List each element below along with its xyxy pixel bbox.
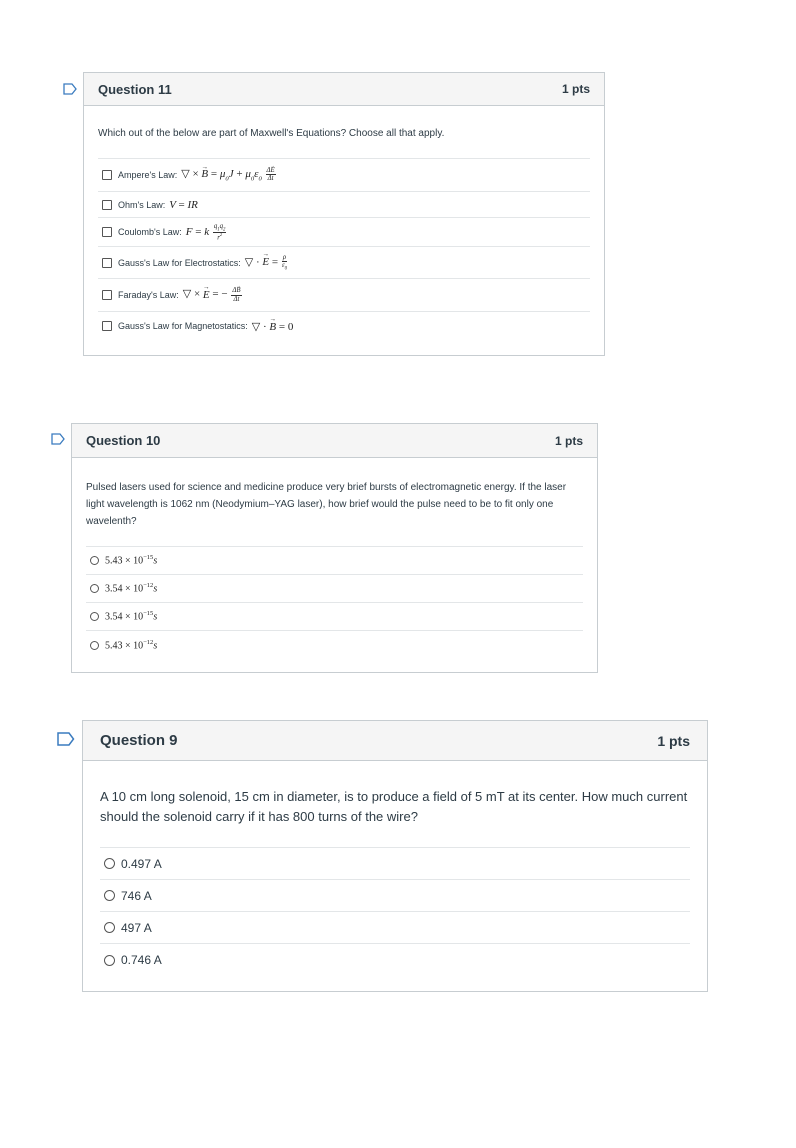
- answer-label: Coulomb's Law:: [118, 227, 182, 237]
- answer-option[interactable]: [100, 880, 690, 912]
- question-points: 1 pts: [554, 433, 583, 448]
- answer-option[interactable]: [98, 192, 590, 218]
- answer-value: $3.54 \times 10^{-15}s$: [105, 610, 158, 623]
- question-prompt: A 10 cm long solenoid, 15 cm in diameter, is to produce a field of 5 mT at its center. How much current should the solenoid carry if it has 800 turns of the wire?: [100, 789, 688, 824]
- answer-checkbox[interactable]: [102, 290, 112, 300]
- answer-radio[interactable]: [90, 584, 99, 593]
- answer-label: Ohm's Law:: [118, 199, 166, 210]
- answer-equation: V = IR: [169, 198, 198, 211]
- question-prompt: Which out of the below are part of Maxwell's Equations? Choose all that apply.: [98, 128, 445, 139]
- answer-option[interactable]: [98, 279, 590, 312]
- answer-equation: ▽ · → E = $\frac{\rho}{\varepsilon_0}$: [245, 254, 288, 272]
- answer-label: 497 A: [121, 920, 152, 935]
- answer-equation: ▽ × → E = − $\frac{\Delta\to B}{\Delta t}$: [183, 287, 243, 302]
- question-card-11: [83, 72, 605, 356]
- question-title: Question 11: [98, 81, 172, 97]
- answer-label: Ampere's Law:: [118, 170, 178, 180]
- answer-checkbox[interactable]: [102, 258, 112, 268]
- question-title: Question 9: [100, 732, 178, 749]
- answer-option[interactable]: [86, 631, 583, 659]
- answer-radio[interactable]: [90, 641, 99, 650]
- answer-option[interactable]: [100, 848, 690, 880]
- answer-list: [100, 847, 690, 976]
- answer-option[interactable]: [86, 603, 583, 631]
- answer-option[interactable]: [98, 159, 590, 192]
- answer-label: Gauss's Law for Magnetostatics:: [118, 321, 248, 331]
- question-card-9: [82, 720, 708, 992]
- question-header: [83, 721, 707, 761]
- answer-radio[interactable]: [90, 556, 99, 565]
- answer-label: 0.746 A: [121, 953, 162, 967]
- answer-radio[interactable]: [104, 890, 115, 901]
- answer-radio[interactable]: [104, 858, 115, 869]
- answer-label: 0.497 A: [121, 856, 162, 871]
- answer-radio[interactable]: [90, 612, 99, 621]
- answer-equation: F = k $\frac{q_1q_2}{r^2}$: [185, 222, 226, 242]
- answer-equation: ▽ × → $B = \mu_0J + \mu_0\varepsilon_0$ $\frac{\Delta\to E}{\Delta t}$: [181, 167, 276, 182]
- question-points: 1 pts: [561, 82, 590, 96]
- answer-radio[interactable]: [104, 955, 115, 966]
- answer-value: $5.43 \times 10^{-12}s$: [105, 638, 158, 652]
- question-points: 1 pts: [657, 732, 690, 749]
- bookmark-flag-icon[interactable]: [63, 83, 77, 95]
- answer-option[interactable]: [98, 312, 590, 340]
- answer-radio[interactable]: [104, 922, 115, 933]
- answer-checkbox[interactable]: [102, 170, 112, 180]
- answer-option[interactable]: [100, 912, 690, 944]
- answer-value: $3.54 \times 10^{-12}s$: [105, 582, 158, 595]
- answer-checkbox[interactable]: [102, 227, 112, 237]
- question-header: [72, 424, 597, 458]
- answer-list: [86, 546, 583, 659]
- question-prompt: Pulsed lasers used for science and medicine produce very brief bursts of electromagnetic energy. If the laser light wavelength is 1062 nm (Neodymium–YAG laser), how brief would the pulse need to be to fit only one wavelenth?: [86, 482, 567, 527]
- question-title: Question 10: [86, 433, 161, 448]
- answer-list: [98, 158, 590, 340]
- question-card-10: [71, 423, 598, 673]
- bookmark-flag-icon[interactable]: [51, 433, 65, 445]
- answer-label: 746 A: [121, 888, 152, 903]
- bookmark-flag-icon[interactable]: [57, 732, 75, 746]
- answer-checkbox[interactable]: [102, 321, 112, 331]
- answer-option[interactable]: [100, 944, 690, 976]
- question-header: [84, 73, 604, 106]
- answer-value: $5.43 \times 10^{-15}s$: [105, 554, 158, 567]
- answer-checkbox[interactable]: [102, 200, 112, 210]
- answer-option[interactable]: [86, 575, 583, 603]
- answer-equation: ▽ · → B = 0: [252, 320, 294, 333]
- answer-option[interactable]: [98, 247, 590, 279]
- answer-option[interactable]: [86, 547, 583, 575]
- answer-label: Faraday's Law:: [118, 290, 179, 300]
- answer-label: Gauss's Law for Electrostatics:: [118, 257, 241, 268]
- answer-option[interactable]: [98, 218, 590, 247]
